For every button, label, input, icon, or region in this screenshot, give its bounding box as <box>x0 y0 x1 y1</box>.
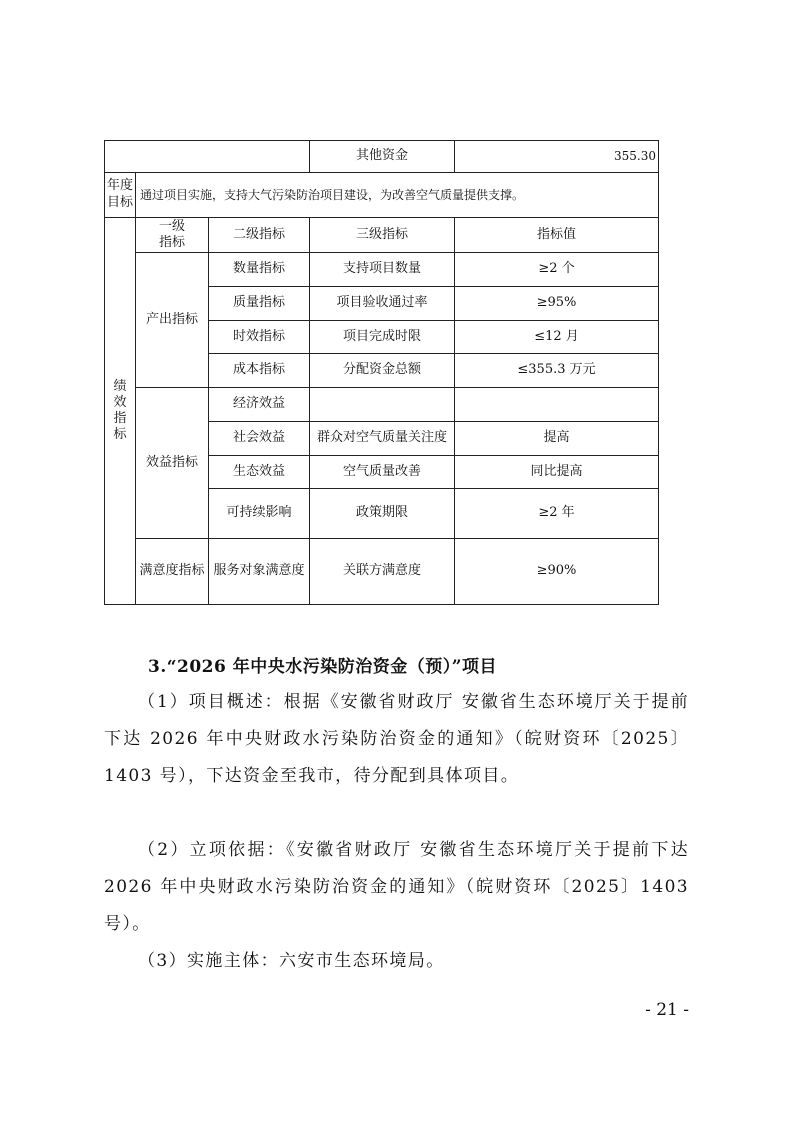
level2-cell: 成本指标 <box>209 354 310 388</box>
value-cell: ≥2 年 <box>455 489 659 539</box>
level3-cell: 空气质量改善 <box>310 456 455 489</box>
level2-cell: 经济效益 <box>209 388 310 422</box>
value-cell: ≥90% <box>455 539 659 605</box>
output-label: 产出指标 <box>136 253 209 388</box>
table-row <box>105 253 659 287</box>
benefit-label: 效益指标 <box>136 388 209 539</box>
performance-label-cell <box>105 218 136 605</box>
level2-cell: 生态效益 <box>209 456 310 489</box>
table-row <box>105 539 659 605</box>
header-level3: 三级指标 <box>310 218 455 253</box>
level3-cell: 项目完成时限 <box>310 321 455 354</box>
table-row <box>105 141 659 173</box>
value-cell: ≥95% <box>455 287 659 321</box>
value-cell: ≤12 月 <box>455 321 659 354</box>
value-cell: 同比提高 <box>455 456 659 489</box>
satisfaction-label: 满意度指标 <box>136 539 209 605</box>
level2-cell: 数量指标 <box>209 253 310 287</box>
level2-cell: 社会效益 <box>209 422 310 456</box>
table-cell <box>105 141 310 173</box>
header-value: 指标值 <box>455 218 659 253</box>
paragraph-basis: （2）立项依据：《安徽省财政厅 安徽省生态环境厅关于提前下达 2026 年中央财政水污染防治资金的通知》（皖财资环〔2025〕1403 号）。 <box>104 840 689 934</box>
level3-cell: 关联方满意度 <box>310 539 455 605</box>
level2-cell: 时效指标 <box>209 321 310 354</box>
level3-cell: 群众对空气质量关注度 <box>310 422 455 456</box>
performance-table <box>104 140 659 605</box>
annual-goal-label-text: 年度目标 <box>106 178 133 210</box>
value-cell: ≤355.3 万元 <box>455 354 659 388</box>
level3-cell <box>310 388 455 422</box>
level2-cell: 可持续影响 <box>209 489 310 539</box>
header-level2: 二级指标 <box>209 218 310 253</box>
other-funds-label: 其他资金 <box>310 141 455 173</box>
table-row <box>105 388 659 422</box>
value-cell <box>455 388 659 422</box>
value-cell: 提高 <box>455 422 659 456</box>
paragraph-overview: （1）项目概述：根据《安徽省财政厅 安徽省生态环境厅关于提前下达 2026 年中央财政水污染防治资金的通知》（皖财资环〔2025〕1403 号），下达资金至我市，待分配到具体项目。 <box>104 692 689 786</box>
level3-cell: 分配资金总额 <box>310 354 455 388</box>
header-level1 <box>136 218 209 253</box>
value-cell: ≥2 个 <box>455 253 659 287</box>
table-row <box>105 173 659 218</box>
performance-label: 绩效指标 <box>113 378 127 443</box>
other-funds-value: 355.30 <box>455 141 659 173</box>
level2-cell: 服务对象满意度 <box>209 539 310 605</box>
table-row <box>105 218 659 253</box>
level3-cell: 支持项目数量 <box>310 253 455 287</box>
paragraph-implementer: （3）实施主体：六安市生态环境局。 <box>138 951 445 971</box>
header-level1-text: 一级指标 <box>158 218 185 250</box>
level3-cell: 项目验收通过率 <box>310 287 455 321</box>
section-heading: 3.“2026 年中央水污染防治资金（预）”项目 <box>148 657 498 677</box>
annual-goal-text: 通过项目实施，支持大气污染防治项目建设，为改善空气质量提供支撑。 <box>136 173 659 218</box>
level2-cell: 质量指标 <box>209 287 310 321</box>
level3-cell: 政策期限 <box>310 489 455 539</box>
page-number: - 21 - <box>645 1000 689 1020</box>
annual-goal-label <box>105 173 136 218</box>
